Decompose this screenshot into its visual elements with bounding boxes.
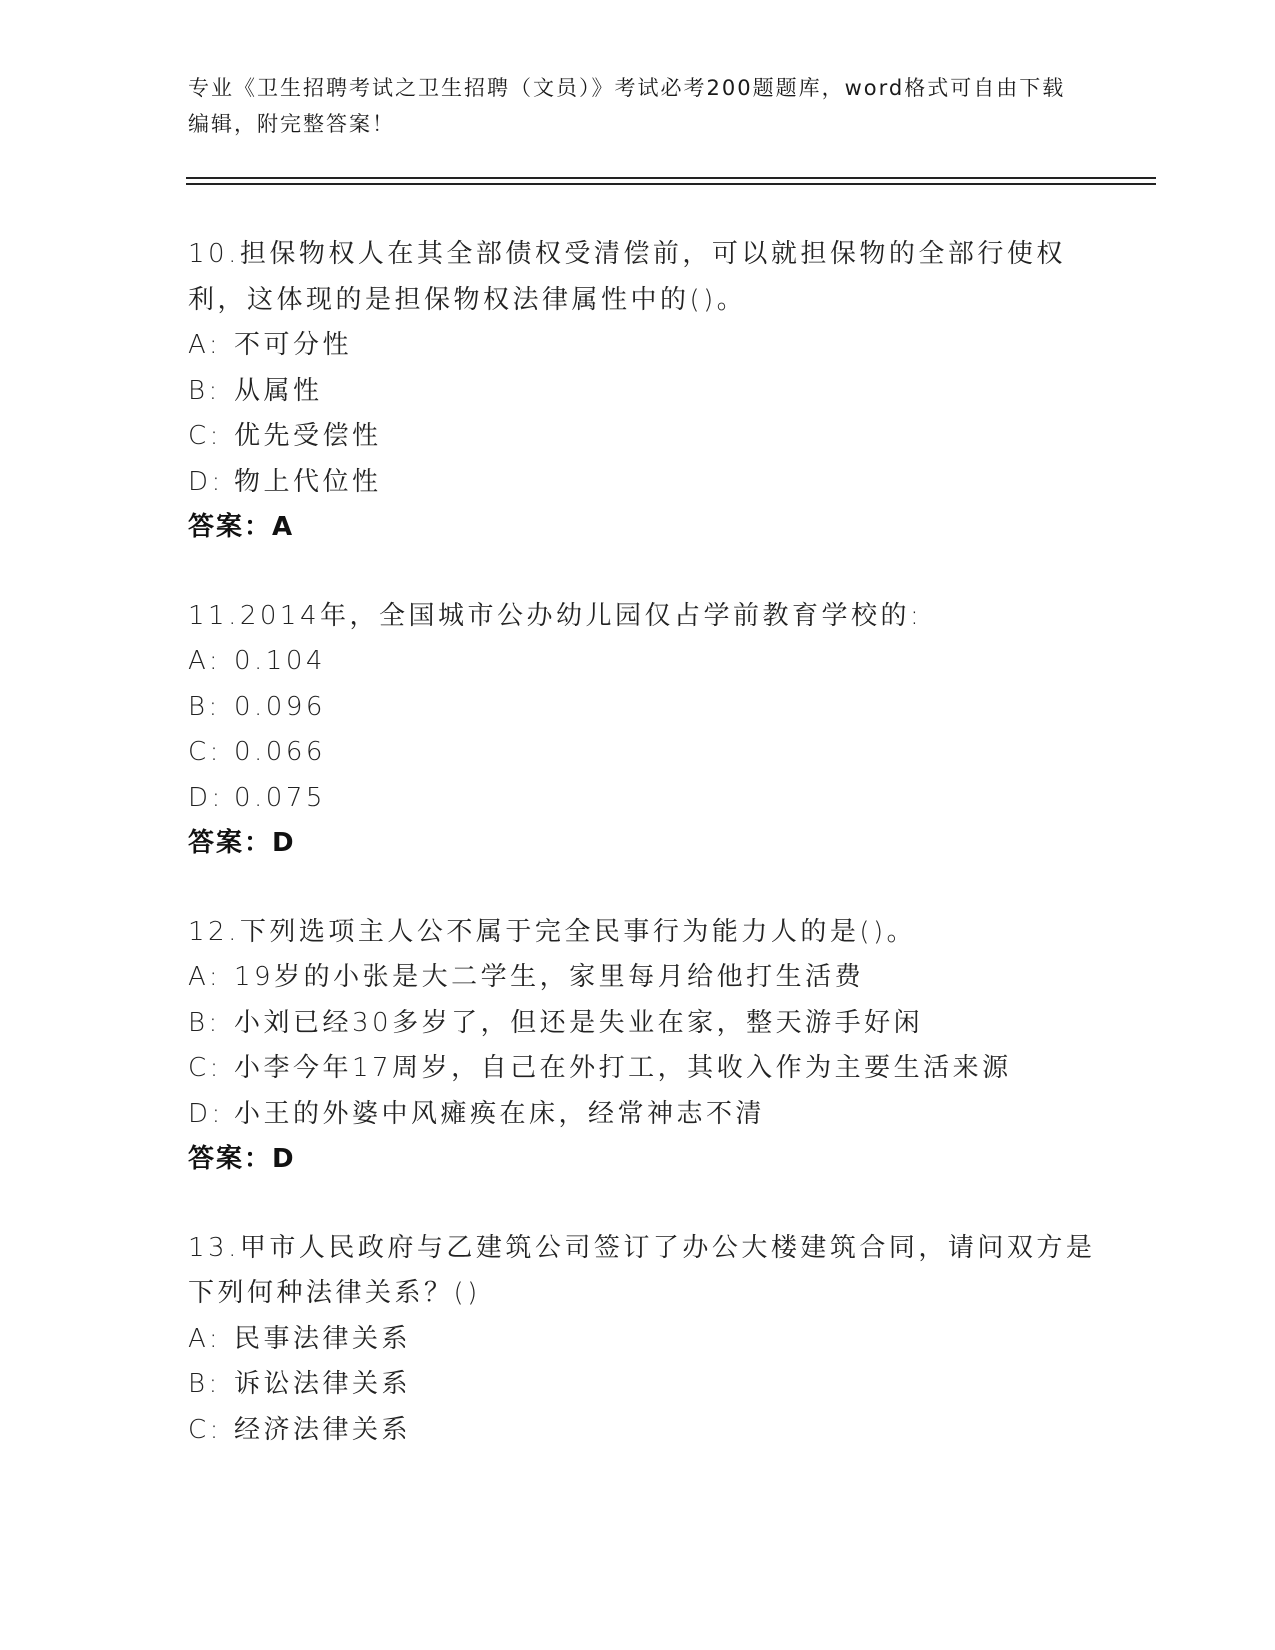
option-key: D: — [188, 466, 224, 497]
question-stem: 13.甲市人民政府与乙建筑公司签订了办公大楼建筑合同，请问双方是下列何种法律关系？() — [188, 1232, 1096, 1308]
option-text: 民事法律关系 — [234, 1323, 412, 1354]
answer-option — [188, 369, 1108, 415]
option-key: B: — [188, 1007, 221, 1038]
option-text: 物上代位性 — [234, 466, 382, 497]
option-text: 19岁的小张是大二学生，家里每月给他打生活费 — [234, 962, 865, 992]
question-block — [188, 594, 1108, 867]
option-key: A: — [188, 962, 222, 992]
document-header: 专业《卫生招聘考试之卫生招聘（文员）》考试必考200题题库，word格式可自由下载编辑，附完整答案！ — [188, 76, 1066, 136]
option-key: D: — [188, 782, 224, 813]
question-list — [188, 232, 1108, 1496]
option-key: B: — [188, 1369, 221, 1399]
answer-option — [188, 955, 1108, 1001]
answer-option — [188, 414, 1108, 460]
option-text: 经济法律关系 — [234, 1414, 412, 1445]
option-key: D: — [188, 1098, 224, 1129]
question-stem: 11.2014年，全国城市公办幼儿园仅占学前教育学校的: — [188, 600, 923, 631]
answer-option — [188, 639, 1108, 685]
answer-key: 答案：D — [188, 828, 296, 858]
option-text: 0.066 — [234, 737, 326, 767]
option-key: C: — [188, 1414, 222, 1445]
answer-option — [188, 1317, 1108, 1363]
option-key: B: — [188, 691, 221, 722]
option-text: 0.104 — [234, 646, 326, 676]
option-text: 不可分性 — [234, 330, 353, 360]
answer-option — [188, 730, 1108, 776]
option-text: 小李今年17周岁，自己在外打工，其收入作为主要生活来源 — [234, 1053, 1012, 1083]
option-text: 0.096 — [234, 691, 326, 722]
option-text: 从属性 — [234, 375, 323, 406]
option-text: 诉讼法律关系 — [234, 1369, 412, 1399]
question-block — [188, 232, 1108, 551]
option-key: B: — [188, 375, 221, 406]
option-key: C: — [188, 737, 222, 767]
answer-option — [188, 1092, 1108, 1138]
question-stem: 12.下列选项主人公不属于完全民事行为能力人的是()。 — [188, 916, 917, 947]
option-key: A: — [188, 330, 222, 360]
answer-option — [188, 1001, 1108, 1047]
question-stem: 10.担保物权人在其全部债权受清偿前，可以就担保物的全部行使权利，这体现的是担保物权法律属性中的()。 — [188, 239, 1066, 315]
question-block — [188, 910, 1108, 1183]
answer-option — [188, 685, 1108, 731]
option-text: 小刘已经30多岁了，但还是失业在家，整天游手好闲 — [234, 1007, 924, 1038]
option-key: A: — [188, 1323, 222, 1354]
answer-key: 答案：D — [188, 1144, 296, 1174]
question-block — [188, 1226, 1108, 1454]
header-divider-bottom — [186, 183, 1156, 185]
option-key: A: — [188, 646, 222, 676]
answer-option — [188, 323, 1108, 369]
option-text: 0.075 — [234, 782, 326, 813]
answer-option — [188, 1408, 1108, 1454]
option-key: C: — [188, 1053, 222, 1083]
answer-option — [188, 1046, 1108, 1092]
answer-option — [188, 776, 1108, 822]
option-key: C: — [188, 421, 222, 451]
option-text: 小王的外婆中风瘫痪在床，经常神志不清 — [234, 1098, 766, 1129]
answer-option — [188, 1362, 1108, 1408]
option-text: 优先受偿性 — [234, 421, 382, 451]
header-divider-top — [186, 177, 1156, 179]
answer-key: 答案：A — [188, 512, 295, 542]
answer-option — [188, 460, 1108, 506]
